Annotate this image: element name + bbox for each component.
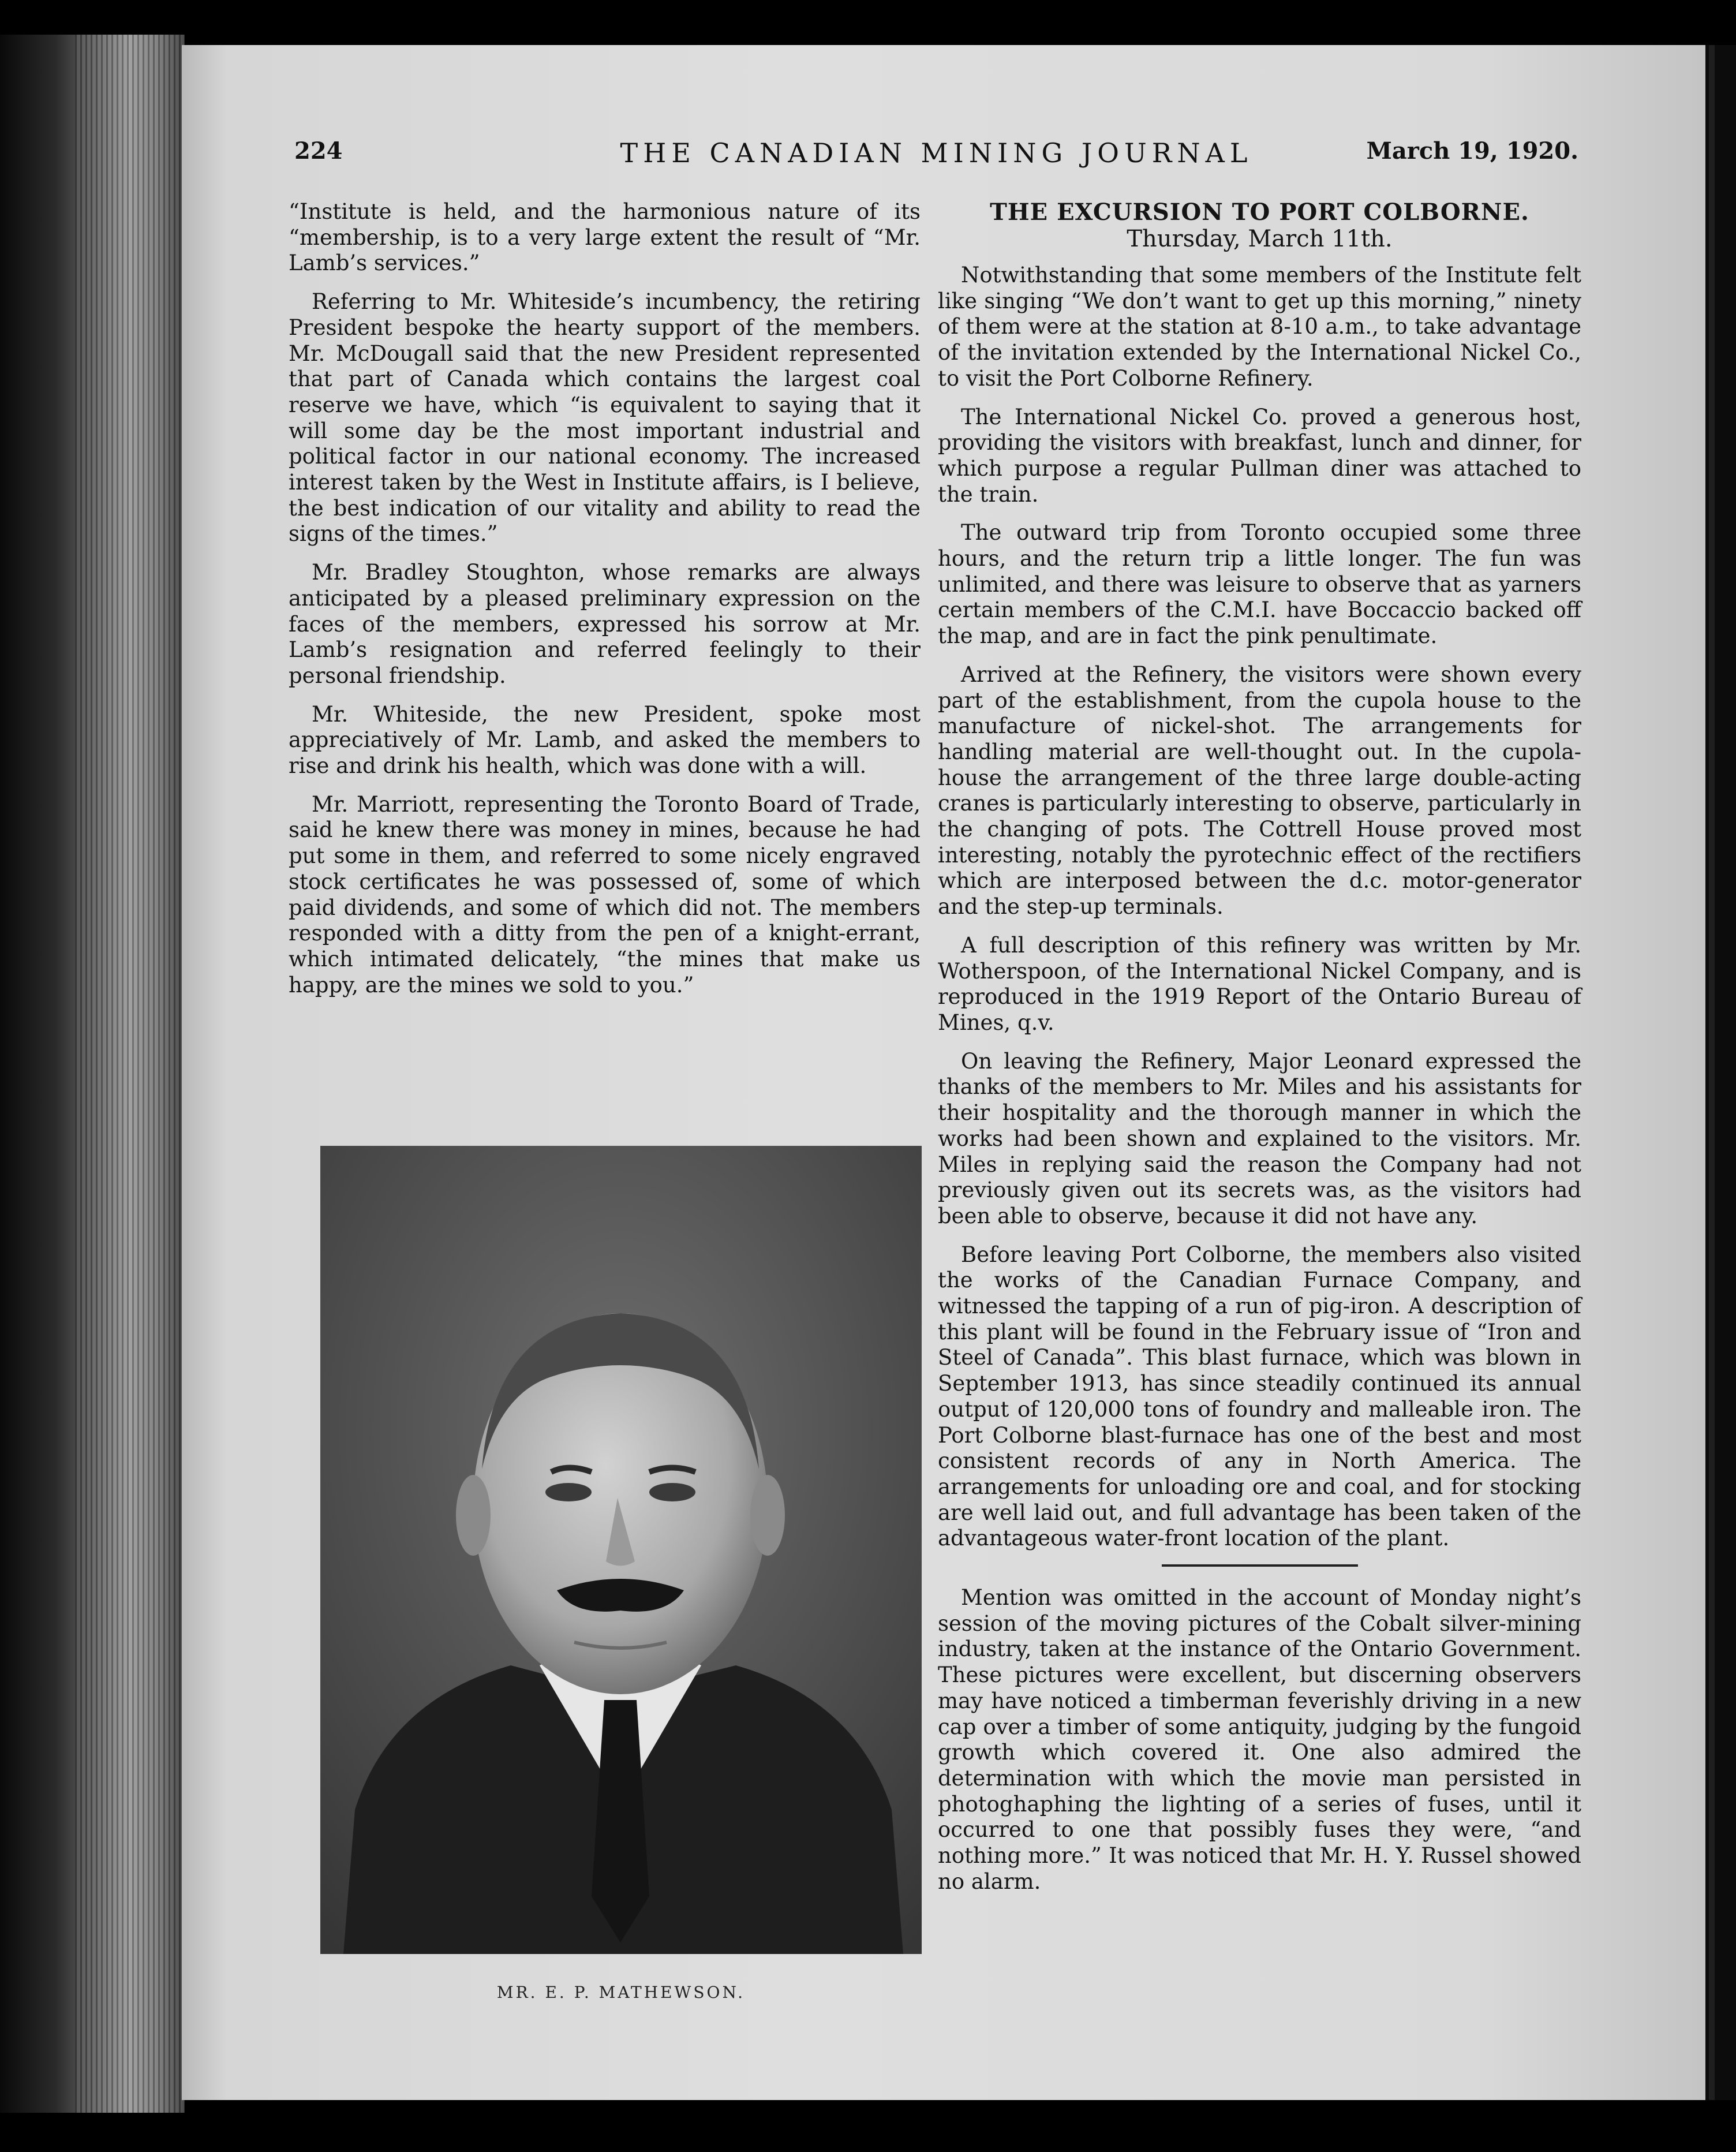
- photo-caption: MR. E. P. MATHEWSON.: [496, 1983, 746, 2002]
- paragraph: On leaving the Refinery, Major Leonard expressed the thanks of the members to Mr. Miles and his assistants for their hospitality and the thorough manner in which the works had been shown and explained to the visitors. Mr. Miles in replying said the reason the Company had not previously given out its secrets was, as the visitors had been able to observe, because it did not have any.: [938, 1048, 1581, 1228]
- portrait-photo: [320, 1146, 922, 1954]
- running-header: [294, 137, 1578, 178]
- paragraph: Mr. Marriott, representing the Toronto Board of Trade, said he knew there was money in mines, because he had put some in them, and referred to some nicely engraved stock certificates he was possessed of, some of which paid dividends, and some of which did not. The members responded with a ditty from the pen of a knight-errant, which intimated delicately, “the mines that make us happy, are the mines we sold to you.”: [289, 791, 921, 997]
- page-number: 224: [294, 137, 343, 165]
- right-column: [938, 199, 1581, 1907]
- section-divider: [1162, 1564, 1358, 1567]
- paragraph: Mention was omitted in the account of Monday night’s session of the moving pictures of the Cobalt silver-mining industry, taken at the instance of the Ontario Government. These pictures were excellent, but discerning observers may have noticed a timberman feverishly driving in a new cap over a timber of some antiquity, judging by the fungoid growth which covered it. One also admired the determination with which the movie man persisted in photoghaphing the lighting of a series of fuses, until it occurred to one that possibly fuses they were, “and nothing more.” It was noticed that Mr. H. Y. Russel showed no alarm.: [938, 1585, 1581, 1894]
- left-column: [289, 199, 921, 1011]
- paragraph: Before leaving Port Colborne, the members also visited the works of the Canadian Furnace Company, and witnessed the tapping of a run of pig-iron. A description of this plant will be found in the February issue of “Iron and Steel of Canada”. This blast furnace, which was blown in September 1913, has since steadily continued its annual output of 120,000 tons of foundry and malleable iron. The Port Colborne blast-furnace has one of the best and most consistent records of any in North America. The arrangements for unloading ore and coal, and for stocking are well laid out, and full advantage has been taken of the advantageous water-front location of the plant.: [938, 1242, 1581, 1551]
- paragraph: Mr. Bradley Stoughton, whose remarks are always anticipated by a pleased preliminary expression on the faces of the members, expressed his sorrow at Mr. Lamb’s resignation and referred feelingly to their personal friendship.: [289, 560, 921, 688]
- paragraph: “Institute is held, and the harmonious nature of its “membership, is to a very large extent the result of “Mr. Lamb’s services.”: [289, 199, 921, 276]
- paragraph: Mr. Whiteside, the new President, spoke most appreciatively of Mr. Lamb, and asked the members to rise and drink his health, which was done with a will.: [289, 701, 921, 779]
- paragraph: Referring to Mr. Whiteside’s incumbency, the retiring President bespoke the hearty support of the members. Mr. McDougall said that the new President represented that part of Canada which contains the largest coal reserve we have, which “is equivalent to saying that it will some day be the most important industrial and political factor in our national economy. The increased interest taken by the West in Institute affairs, is I believe, the best indication of our vitality and ability to read the signs of the times.”: [289, 289, 921, 547]
- issue-date: March 19, 1920.: [1366, 137, 1578, 165]
- paragraph: Notwithstanding that some members of the Institute felt like singing “We don’t want to get up this morning,” ninety of them were at the station at 8-10 a.m., to take advantage of the invitation extended by the International Nickel Co., to visit the Port Colborne Refinery.: [938, 263, 1581, 391]
- paragraph: Arrived at the Refinery, the visitors were shown every part of the establishment, from the cupola house to the manufacture of nickel-shot. The arrangements for handling material are well-thought out. In the cupola-house the arrangement of the three large double-acting cranes is particularly interesting to observe, particularly in the changing of pots. The Cottrell House proved most interesting, notably the pyrotechnic effect of the rectifiers which are interposed between the d.c. motor-generator and the step-up terminals.: [938, 662, 1581, 920]
- paragraph: The outward trip from Toronto occupied some three hours, and the return trip a little longer. The fun was unlimited, and there was leisure to observe that as yarners certain members of the C.M.I. have Boccaccio backed off the map, and are in fact the pink penultimate.: [938, 520, 1581, 649]
- journal-title: THE CANADIAN MINING JOURNAL: [620, 137, 1253, 169]
- paragraph: The International Nickel Co. proved a generous host, providing the visitors with breakfast, lunch and dinner, for which purpose a regular Pullman diner was attached to the train.: [938, 404, 1581, 507]
- section-title: THE EXCURSION TO PORT COLBORNE.: [990, 199, 1529, 226]
- next-page-edge: [1705, 45, 1736, 2100]
- page-stack-edges: [75, 35, 185, 2113]
- section-date: Thursday, March 11th.: [1127, 226, 1393, 252]
- paragraph: A full description of this refinery was written by Mr. Wotherspoon, of the International Nickel Company, and is reproduced in the 1919 Report of the Ontario Bureau of Mines, q.v.: [938, 932, 1581, 1035]
